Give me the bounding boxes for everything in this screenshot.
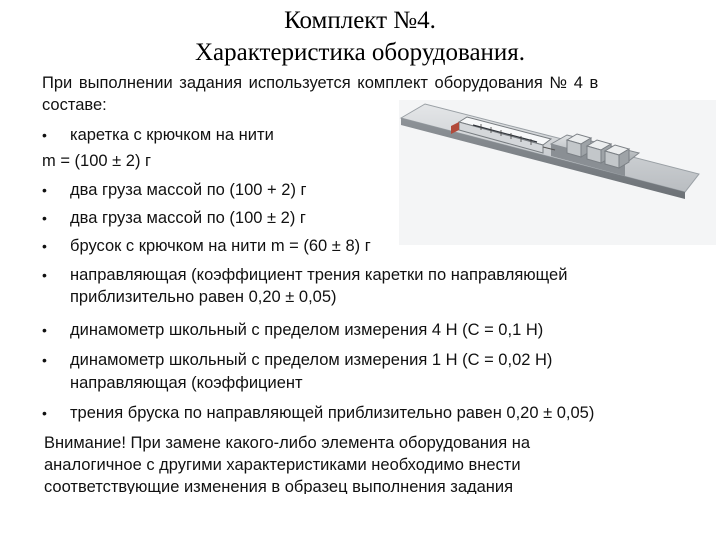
slide-title-line2: Характеристика оборудования. (194, 39, 526, 66)
item-carriage: каретка с крючком на нити (70, 126, 274, 144)
item-block: брусок с крючком на нити m = (60 ± 8) г (70, 237, 371, 255)
bullet-icon: • (42, 405, 47, 421)
intro-text-line1: При выполнении задания используется комплект оборудования № 4 в (42, 74, 599, 92)
intro-text-line2: составе: (42, 96, 107, 114)
item-carriage-mass: m = (100 ± 2) г (42, 152, 152, 170)
note-line1: Внимание! При замене какого-либо элемента оборудования на (44, 434, 531, 452)
note-line3: соответствующие изменения в образец выполнения задания (44, 478, 514, 494)
bullet-icon: • (42, 210, 47, 226)
item-guide2-line1: направляющая (коэффициент (70, 374, 303, 392)
bullet-icon: • (42, 322, 47, 338)
bullet-icon: • (42, 127, 47, 143)
item-two-weights-b: два груза массой по (100 ± 2) г (70, 209, 306, 227)
slide-title-line1: Комплект №4. (284, 7, 436, 34)
item-dynamometer-1n: динамометр школьный с пределом измерения 1 Н (С = 0,02 Н) (70, 351, 553, 369)
item-guide2-line2: трения бруска по направляющей приблизительно равен 0,20 ± 0,05) (70, 404, 595, 422)
bullet-icon: • (42, 267, 47, 283)
item-two-weights-a: два груза массой по (100 + 2) г (70, 181, 307, 199)
item-guide-line1: направляющая (коэффициент трения каретки по направляющей (70, 266, 568, 284)
item-guide-line2: приблизительно равен 0,20 ± 0,05) (70, 288, 337, 306)
equipment-photo (399, 100, 716, 245)
note-line2: аналогичное с другими характеристиками необходимо внести (44, 456, 521, 474)
item-dynamometer-4n: динамометр школьный с пределом измерения 4 Н (С = 0,1 Н) (70, 321, 544, 339)
bullet-icon: • (42, 182, 47, 198)
bullet-icon: • (42, 352, 47, 368)
bullet-icon: • (42, 238, 47, 254)
